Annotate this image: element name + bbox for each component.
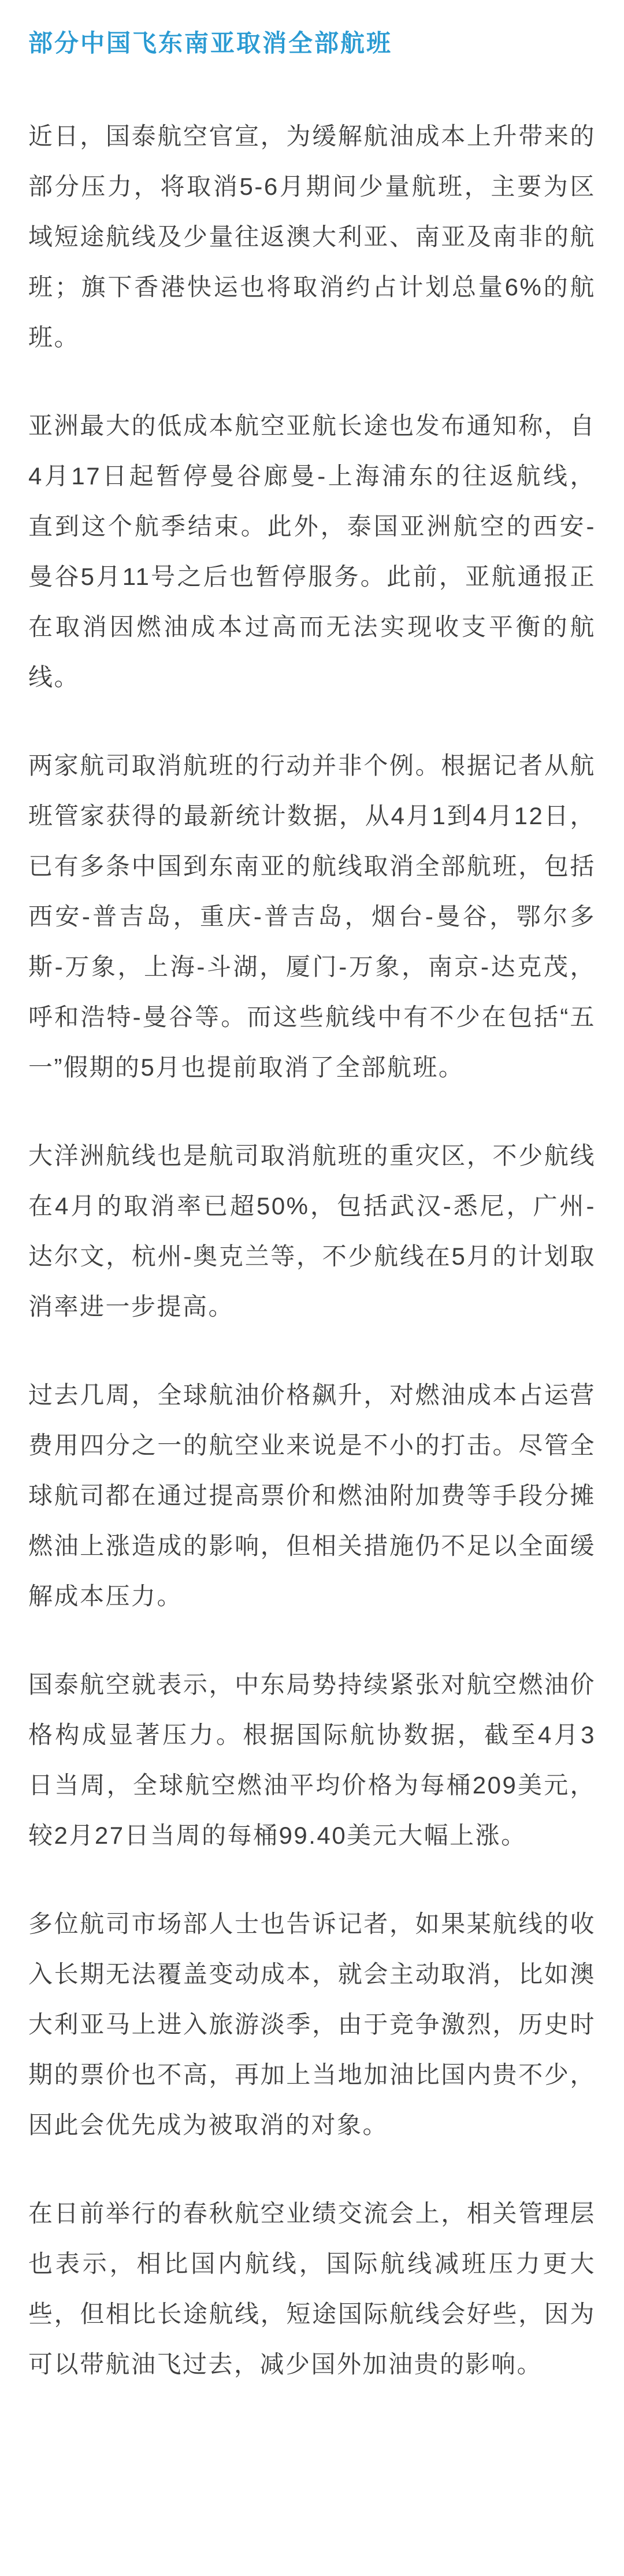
article-paragraph: 近日，国泰航空官宣，为缓解航油成本上升带来的部分压力，将取消5-6月期间少量航班，主要为区域短途航线及少量往返澳大利亚、南亚及南非的航班；旗下香港快运也将取消约占计划总量6%的航班。	[28, 123, 596, 351]
article-paragraph: 大洋洲航线也是航司取消航班的重灾区，不少航线在4月的取消率已超50%，包括武汉-悉尼，广州-达尔文，杭州-奥克兰等，不少航线在5月的计划取消率进一步提高。	[28, 1142, 596, 1321]
article-paragraph: 过去几周，全球航油价格飙升，对燃油成本占运营费用四分之一的航空业来说是不小的打击。尽管全球航司都在通过提高票价和燃油附加费等手段分摊燃油上涨造成的影响，但相关措施仍不足以全面缓解成本压力。	[28, 1381, 596, 1610]
article-paragraph: 亚洲最大的低成本航空亚航长途也发布通知称，自4月17日起暂停曼谷廊曼-上海浦东的往返航线，直到这个航季结束。此外，泰国亚洲航空的西安-曼谷5月11号之后也暂停服务。此前，亚航通报正在取消因燃油成本过高而无法实现收支平衡的航线。	[28, 412, 596, 691]
article-paragraph: 多位航司市场部人士也告诉记者，如果某航线的收入长期无法覆盖变动成本，就会主动取消，比如澳大利亚马上进入旅游淡季，由于竞争激烈，历史时期的票价也不高，再加上当地加油比国内贵不少，因此会优先成为被取消的对象。	[28, 1910, 596, 2139]
article-paragraph: 在日前举行的春秋航空业绩交流会上，相关管理层也表示，相比国内航线，国际航线减班压力更大些，但相比长途航线，短途国际航线会好些，因为可以带航油飞过去，减少国外加油贵的影响。	[28, 2200, 596, 2378]
article-title: 部分中国飞东南亚取消全部航班	[28, 29, 393, 57]
article-paragraph: 两家航司取消航班的行动并非个例。根据记者从航班管家获得的最新统计数据，从4月1到4月12日，已有多条中国到东南亚的航线取消全部航班，包括西安-普吉岛，重庆-普吉岛，烟台-曼谷，鄂尔多斯-万象，上海-斗湖，厦门-万象，南京-达克茂，呼和浩特-曼谷等。而这些航线中有不少在包括“五一”假期的5月也提前取消了全部航班。	[28, 752, 596, 1081]
article-body	[28, 111, 596, 2389]
article-paragraph: 国泰航空就表示，中东局势持续紧张对航空燃油价格构成显著压力。根据国际航协数据，截至4月3日当周，全球航空燃油平均价格为每桶209美元，较2月27日当周的每桶99.40美元大幅上涨。	[28, 1671, 596, 1849]
